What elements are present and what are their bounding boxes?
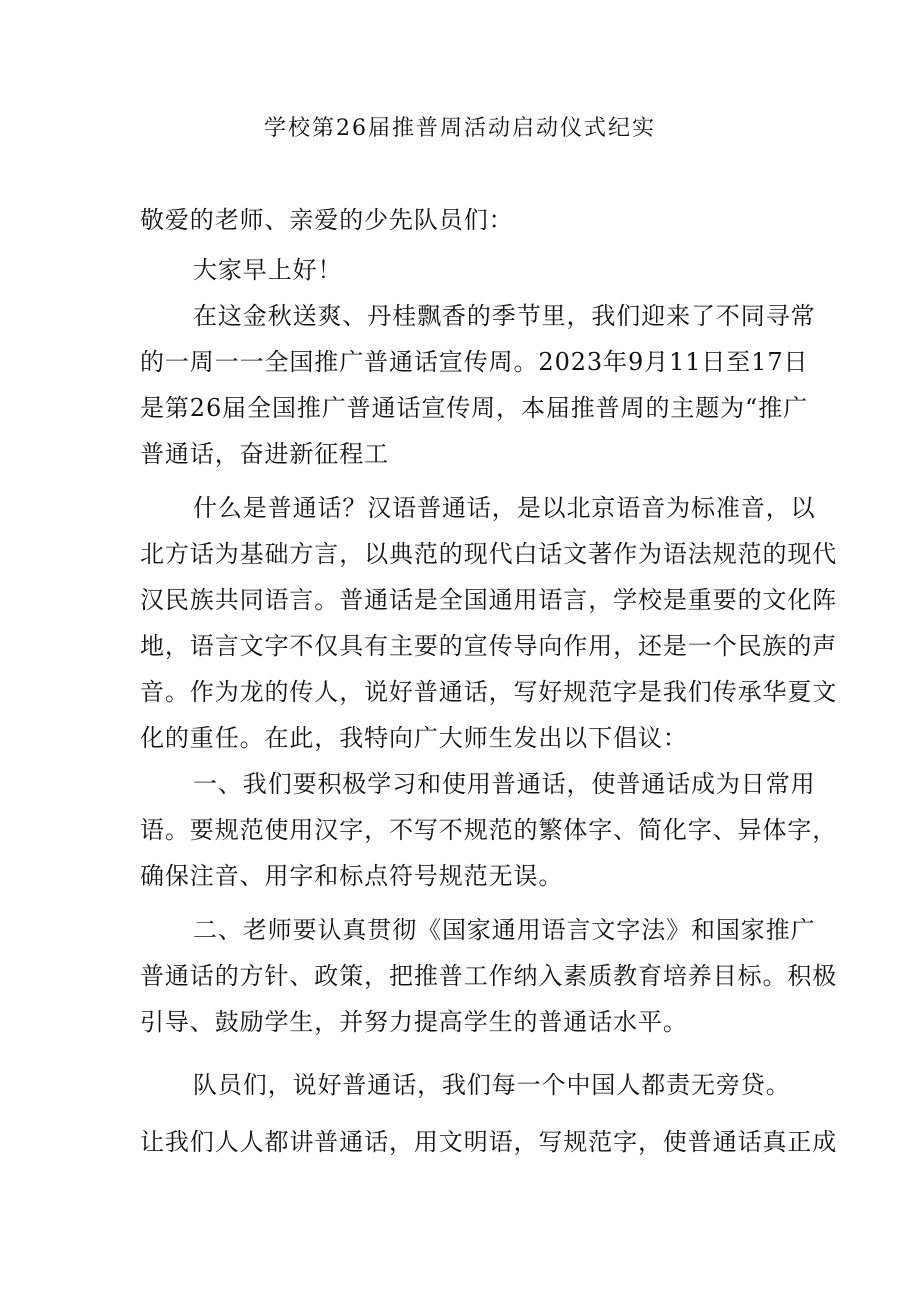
paragraph-1-line-3: 是第26届全国推广普通话宣传周，本届推普周的主题为“推广 bbox=[140, 394, 809, 422]
proposal-1-line-2: 语。要规范使用汉字，不写不规范的繁体字、简化字、异体字， bbox=[140, 816, 838, 844]
paragraph-2-line-4: 地，语言文字不仅具有主要的宣传导向作用，还是一个民族的声 bbox=[140, 632, 838, 660]
document-title: 学校第26届推普周活动启动仪式纪实 bbox=[264, 116, 656, 141]
paragraph-2-line-1: 什么是普通话？汉语普通话，是以北京语音为标准音，以 bbox=[193, 494, 816, 522]
proposal-2-line-1: 二、老师要认真贯彻《国家通用语言文字法》和国家推广 bbox=[193, 916, 816, 944]
proposal-1-line-3: 确保注音、用字和标点符号规范无误。 bbox=[140, 862, 564, 890]
proposal-2-line-2: 普通话的方针、政策，把推普工作纳入素质教育培养目标。积极 bbox=[140, 962, 838, 990]
paragraph-1-line-4: 普通话，奋进新征程工 bbox=[140, 440, 389, 468]
paragraph-1-line-2: 的一周一一全国推广普通话宣传周。2023年9月11日至17日 bbox=[140, 348, 809, 376]
paragraph-2-line-6: 化的重任。在此，我特向广大师生发出以下倡议： bbox=[140, 724, 688, 752]
paragraph-1-line-1: 在这金秋送爽、丹桂飘香的季节里，我们迎来了不同寻常 bbox=[193, 302, 816, 330]
paragraph-2-line-5: 音。作为龙的传人，说好普通话，写好规范字是我们传承华夏文 bbox=[140, 678, 838, 706]
greeting: 大家早上好！ bbox=[193, 256, 343, 284]
proposal-2-line-3: 引导、鼓励学生，并努力提高学生的普通话水平。 bbox=[140, 1008, 688, 1036]
salutation: 敬爱的老师、亲爱的少先队员们： bbox=[140, 206, 514, 234]
closing-line-2: 让我们人人都讲普通话，用文明语，写规范字，使普通话真正成 bbox=[140, 1128, 838, 1156]
paragraph-2-line-2: 北方话为基础方言，以典范的现代白话文著作为语法规范的现代 bbox=[140, 540, 838, 568]
paragraph-2-line-3: 汉民族共同语言。普通话是全国通用语言，学校是重要的文化阵 bbox=[140, 586, 838, 614]
closing-line-1: 队员们，说好普通话，我们每一个中国人都责无旁贷。 bbox=[193, 1071, 791, 1099]
proposal-1-line-1: 一、我们要积极学习和使用普通话，使普通话成为日常用 bbox=[193, 770, 816, 798]
